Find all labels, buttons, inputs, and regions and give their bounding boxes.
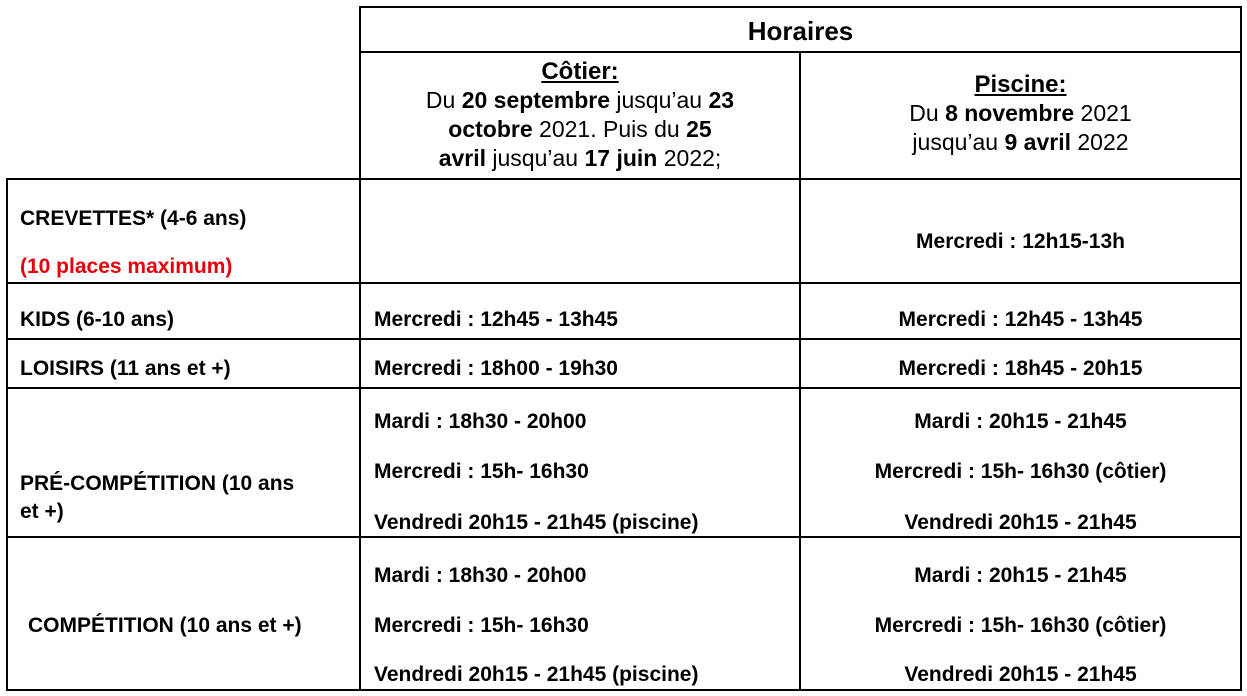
table-border-top [359,6,1242,8]
row-label-loisirs: LOISIRS (11 ans et +) [20,357,231,380]
cell-precomp-cotier-wednesday: Mercredi : 15h- 16h30 [374,460,589,483]
cell-precomp-cotier-tuesday: Mardi : 18h30 - 20h00 [374,410,587,433]
cell-comp-piscine-wednesday: Mercredi : 15h- 16h30 (côtier) [874,614,1167,637]
cell-comp-cotier-friday: Vendredi 20h15 - 21h45 (piscine) [374,663,699,686]
piscine-heading: Piscine: [974,71,1067,98]
cell-precomp-piscine-friday: Vendredi 20h15 - 21h45 [904,511,1137,534]
row-label-precomp-line2: et +) [20,500,64,523]
row-divider-crevettes [6,282,1242,284]
row-divider-loisirs [6,387,1242,389]
cell-kids-cotier: Mercredi : 12h45 - 13h45 [374,308,618,331]
row-divider-header [6,178,1242,180]
cell-comp-piscine-friday: Vendredi 20h15 - 21h45 [904,663,1137,686]
row-label-precomp-line1: PRÉ-COMPÉTITION (10 ans [20,472,295,495]
table-border-bottom [6,689,1242,691]
cotier-heading: Côtier: [541,58,619,85]
row-label-crevettes: CREVETTES* (4-6 ans) [20,207,247,230]
cell-kids-piscine: Mercredi : 12h45 - 13h45 [898,308,1143,331]
cell-crevettes-piscine: Mercredi : 12h15-13h [916,230,1125,253]
row-divider-kids [6,338,1242,340]
piscine-header: Piscine: Du 8 novembre 2021 jusqu’au 9 avril 2022 [801,70,1240,157]
cell-comp-cotier-wednesday: Mercredi : 15h- 16h30 [374,614,589,637]
cell-comp-piscine-tuesday: Mardi : 20h15 - 21h45 [914,564,1127,587]
cell-loisirs-cotier: Mercredi : 18h00 - 19h30 [374,357,618,380]
row-label-kids: KIDS (6-10 ans) [20,308,175,331]
cell-precomp-cotier-friday: Vendredi 20h15 - 21h45 (piscine) [374,511,699,534]
table-border-right [1240,6,1242,691]
row-label-comp: COMPÉTITION (10 ans et +) [28,614,302,637]
table-border-left [6,178,8,691]
table-title: Horaires [747,16,854,46]
cell-loisirs-piscine: Mercredi : 18h45 - 20h15 [898,357,1143,380]
cell-precomp-piscine-tuesday: Mardi : 20h15 - 21h45 [914,410,1127,433]
cell-comp-cotier-tuesday: Mardi : 18h30 - 20h00 [374,564,587,587]
cotier-header: Côtier: Du 20 septembre jusqu’au 23 octobre 2021. Puis du 25 avril jusqu’au 17 juin 2022; [361,57,799,173]
row-note-capacity: (10 places maximum) [20,255,233,278]
cell-precomp-piscine-wednesday: Mercredi : 15h- 16h30 (côtier) [874,460,1167,483]
row-divider-precomp [6,536,1242,538]
